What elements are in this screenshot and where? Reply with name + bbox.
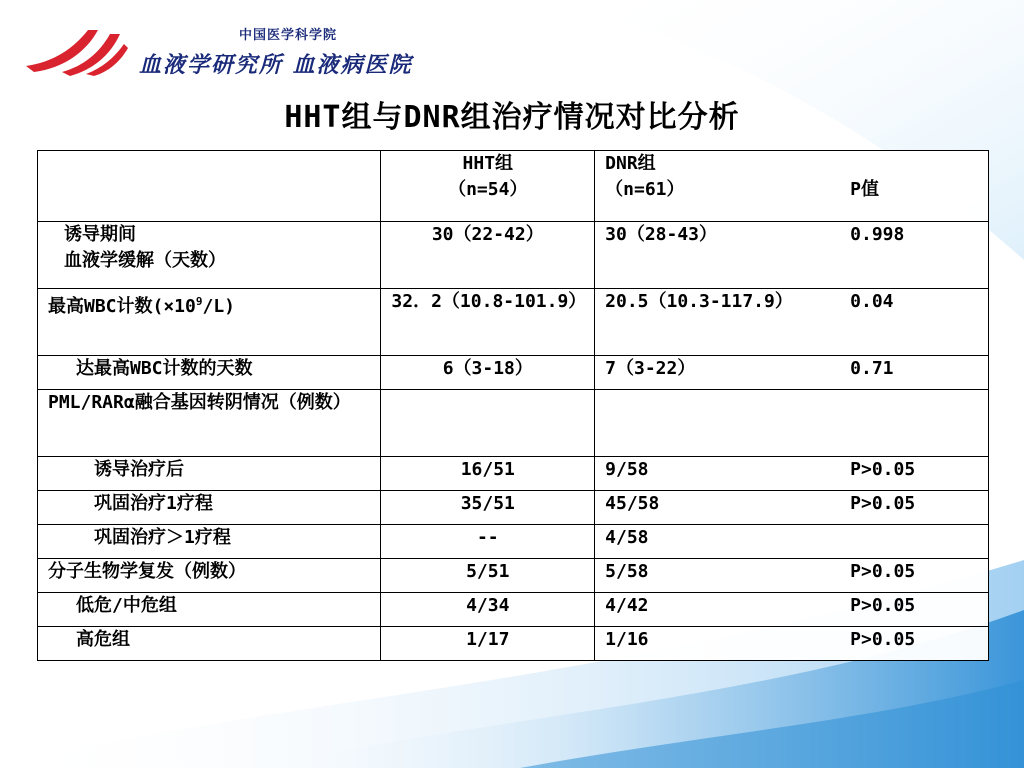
hht-value: 5/51 [381, 559, 595, 593]
table-row [38, 222, 989, 289]
row-label-unit: /L) [202, 296, 235, 317]
row-label [38, 222, 381, 289]
dnr-cell [595, 457, 989, 491]
row-label: 达最高WBC计数的天数 [38, 356, 381, 390]
dnr-cell [595, 356, 989, 390]
header-dnr-label: DNR组 [605, 153, 656, 174]
dnr-cell [595, 491, 989, 525]
dnr-cell [595, 525, 989, 559]
p-value: 0.71 [850, 358, 894, 379]
header-hht-n: （n=54） [448, 179, 528, 200]
table-row [38, 627, 989, 661]
table-row [38, 390, 989, 457]
dnr-value: 9/58 [605, 459, 649, 480]
logo-top-text: 中国医学科学院 [239, 28, 338, 43]
header-hht-cell [381, 151, 595, 222]
dnr-cell [595, 222, 989, 289]
slide-title: HHT组与DNR组治疗情况对比分析 [284, 100, 740, 135]
row-label: 巩固治疗＞1疗程 [38, 525, 381, 559]
hht-value: 1/17 [381, 627, 595, 661]
row-label-main: 最高WBC计数(×10 [48, 296, 196, 317]
hht-value [381, 390, 595, 457]
table-row [38, 525, 989, 559]
row-label [38, 289, 381, 356]
dnr-cell [595, 627, 989, 661]
hht-value: 6（3-18） [381, 356, 595, 390]
logo-flame-icon [24, 26, 129, 78]
comparison-table [37, 150, 989, 661]
header-dnr-n: （n=61） [605, 179, 685, 200]
hht-value: 32．2（10.8-101.9） [381, 289, 595, 356]
row-label: 低危/中危组 [38, 593, 381, 627]
header-empty-cell [38, 151, 381, 222]
logo-bottom-text: 血液学研究所 血液病医院 [139, 52, 413, 78]
row-label-line2: 血液学缓解（天数） [64, 250, 226, 271]
row-label-exponent: 9 [195, 295, 203, 308]
table-row [38, 491, 989, 525]
table-row [38, 457, 989, 491]
dnr-cell [595, 593, 989, 627]
p-value: P>0.05 [850, 459, 916, 480]
dnr-value: 7（3-22） [605, 358, 696, 379]
p-value: 0.04 [850, 291, 894, 312]
hht-value: -- [381, 525, 595, 559]
dnr-cell [595, 390, 989, 457]
institute-logo [24, 24, 444, 84]
header-dnr-cell [595, 151, 989, 222]
table-row [38, 289, 989, 356]
hht-value: 16/51 [381, 457, 595, 491]
dnr-value: 4/58 [605, 527, 649, 548]
table-header-row [38, 151, 989, 222]
table-row [38, 559, 989, 593]
dnr-value: 1/16 [605, 629, 649, 650]
p-value: P>0.05 [850, 595, 916, 616]
p-value: P>0.05 [850, 629, 916, 650]
dnr-value: 20.5（10.3-117.9） [605, 291, 793, 312]
dnr-value: 45/58 [605, 493, 660, 514]
row-label: 诱导治疗后 [38, 457, 381, 491]
p-value: 0.998 [850, 224, 905, 245]
table-row [38, 593, 989, 627]
p-value: P>0.05 [850, 561, 916, 582]
p-value [850, 525, 978, 551]
hht-value: 4/34 [381, 593, 595, 627]
header-p-label: P值 [850, 179, 879, 200]
hht-value: 35/51 [381, 491, 595, 525]
dnr-value: 5/58 [605, 561, 649, 582]
dnr-value: 4/42 [605, 595, 649, 616]
dnr-value: 30（28-43） [605, 224, 717, 245]
p-value: P>0.05 [850, 493, 916, 514]
header-hht-label: HHT组 [462, 153, 514, 174]
row-label-line1: 诱导期间 [64, 224, 136, 245]
row-label: 分子生物学复发（例数） [38, 559, 381, 593]
row-label: PML/RARα融合基因转阴情况（例数） [38, 390, 381, 457]
table-row [38, 356, 989, 390]
hht-value: 30（22-42） [381, 222, 595, 289]
dnr-cell [595, 289, 989, 356]
row-label: 高危组 [38, 627, 381, 661]
dnr-cell [595, 559, 989, 593]
row-label: 巩固治疗1疗程 [38, 491, 381, 525]
